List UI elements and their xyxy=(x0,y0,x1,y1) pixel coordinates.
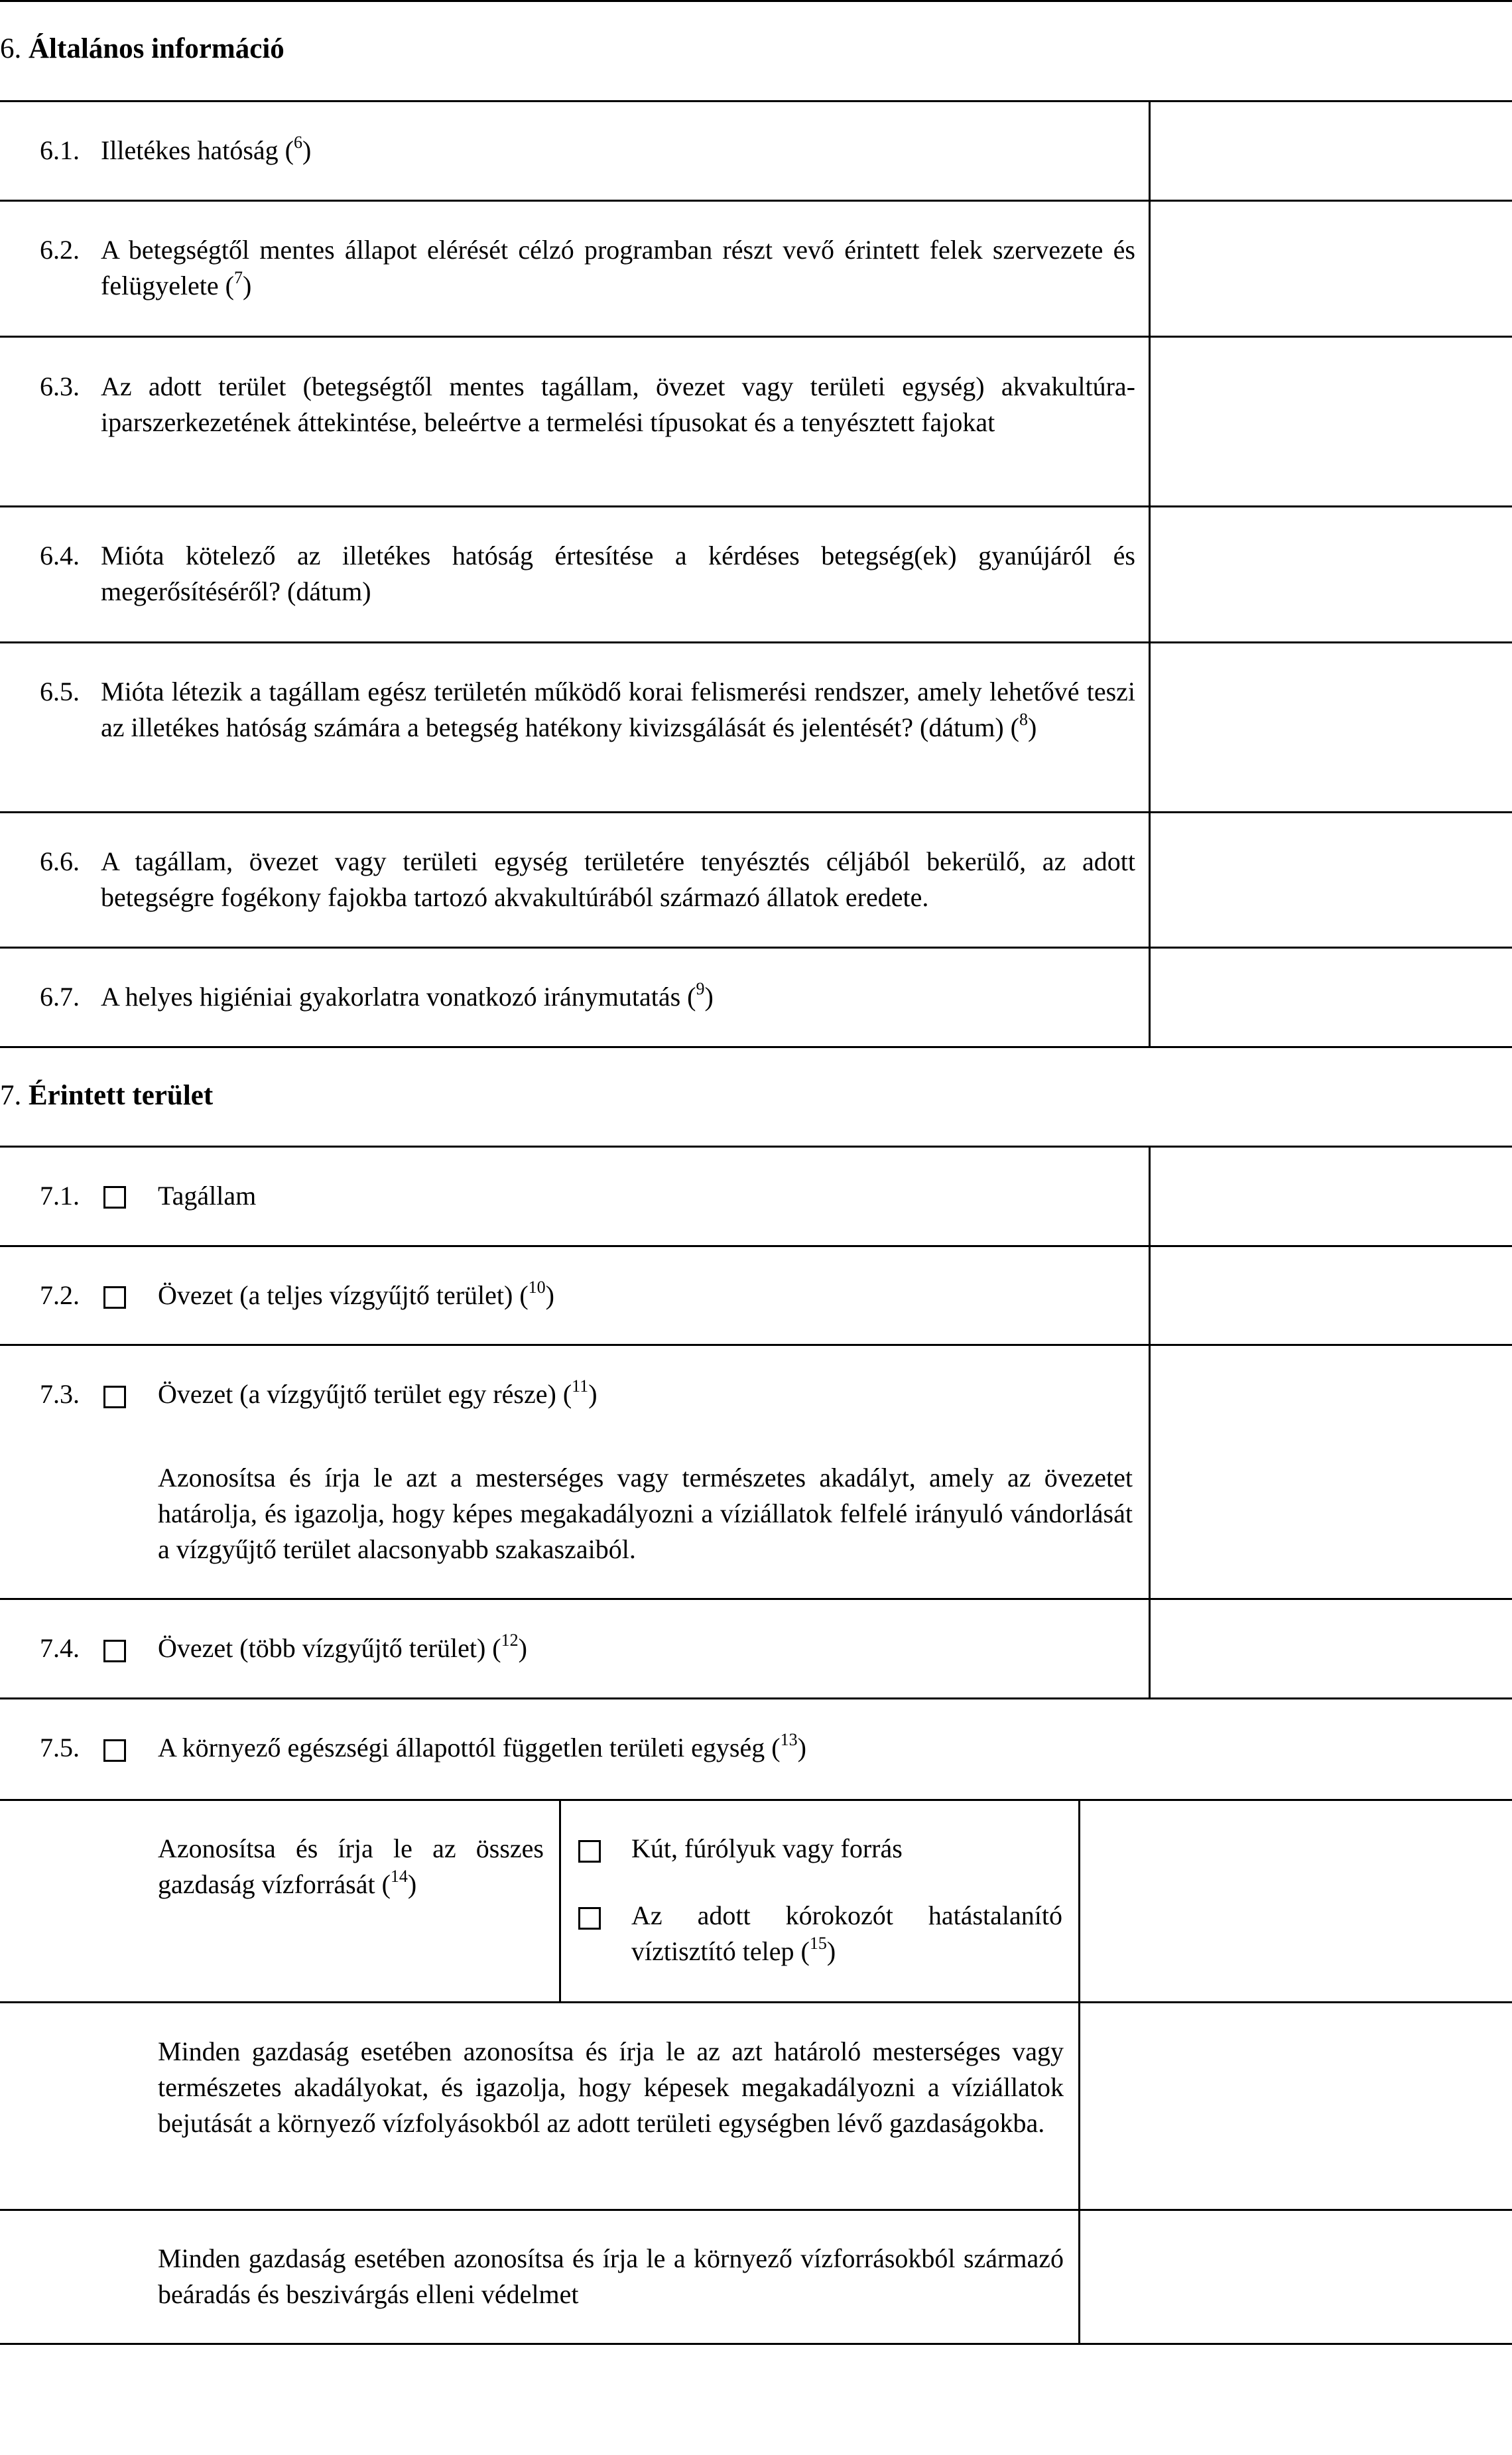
item-7-3-text: Övezet (a vízgyűjtő terület egy része) ($^{11}$) xyxy=(158,1376,598,1409)
section-number: 7. xyxy=(0,1080,22,1111)
section-number: 6. xyxy=(0,33,22,64)
rule xyxy=(0,336,1512,338)
item-6-2-text: A betegségtől mentes állapot elérését célzó programban részt vevő érintett felek szervezete és felügyelete ($^7$) xyxy=(101,235,1135,300)
section-title: Általános információ xyxy=(29,33,284,64)
item-6-6-text: A tagállam, övezet vagy területi egység területére tenyésztés céljából bekerülő, az adott betegségre fogékony fajokba tartozó akvakultúrából származó állatok eredete. xyxy=(101,846,1135,912)
barriers-text: Minden gazdaság esetében azonosítsa és írja le az azt határoló mesterséges vagy természetes akadályokat, és igazolja, hogy képesek megakadályozni a víziállatok bejutását a környező vízfolyásokból az adott területi egységben lévő gazdaságokba. xyxy=(158,2036,1064,2138)
checkbox-treatment-plant[interactable] xyxy=(578,1907,601,1930)
rule xyxy=(0,2209,1512,2211)
item-number: 6.7. xyxy=(40,982,80,1012)
answer-cell-7-1[interactable] xyxy=(1151,1148,1512,1244)
answer-cell-protection[interactable] xyxy=(1081,2212,1512,2342)
rule xyxy=(0,200,1512,202)
water-source-label: Azonosítsa és írja le az összes gazdaság vízforrását ($^{14}$) xyxy=(158,1833,544,1899)
item-7-1-text: Tagállam xyxy=(158,1181,257,1211)
item-number: 6.4. xyxy=(40,541,80,570)
answer-cell-7-3[interactable] xyxy=(1151,1347,1512,1597)
rule xyxy=(0,2001,1512,2003)
rule xyxy=(0,505,1512,507)
answer-cell-6-3[interactable] xyxy=(1151,338,1512,505)
item-number: 6.3. xyxy=(40,371,80,401)
rule xyxy=(0,1245,1512,1247)
item-7-3-detail: Azonosítsa és írja le azt a mesterséges vagy természetes akadályt, amely az övezetet határolja, és igazolja, hogy képes megakadályozni a víziállatok felfelé irányuló vándorlását a vízgyűjtő terület alacsonyabb szakaszaiból. xyxy=(158,1463,1133,1564)
option-well-text: Kút, fúrólyuk vagy forrás xyxy=(631,1833,903,1863)
answer-cell-6-6[interactable] xyxy=(1151,814,1512,946)
answer-cell-6-4[interactable] xyxy=(1151,508,1512,641)
item-6-4-text: Mióta kötelező az illetékes hatóság értesítése a kérdéses betegség(ek) gyanújáról és megerősítéséről? (dátum) xyxy=(101,541,1135,606)
answer-cell-barriers[interactable] xyxy=(1081,2004,1512,2208)
item-6-1-text: Illetékes hatóság ($^6$) xyxy=(101,132,312,165)
item-number: 7.5. xyxy=(40,1733,80,1762)
rule xyxy=(0,947,1512,949)
rule xyxy=(0,1344,1512,1346)
checkbox-7-5[interactable] xyxy=(103,1739,126,1762)
section-7-heading xyxy=(0,1078,213,1114)
rule xyxy=(0,100,1512,102)
item-number: 6.1. xyxy=(40,135,80,165)
item-7-2-text: Övezet (a teljes vízgyűjtő terület) ($^{10}$) xyxy=(158,1277,554,1310)
item-number: 6.6. xyxy=(40,846,80,876)
item-number: 7.4. xyxy=(40,1633,80,1663)
column-divider xyxy=(559,1799,561,2001)
item-7-5-text: A környező egészségi állapottól független területi egység ($^{13}$) xyxy=(158,1729,806,1762)
item-6-5-text: Mióta létezik a tagállam egész területén működő korai felismerési rendszer, amely lehetővé teszi az illetékes hatóság számára a betegség hatékony kivizsgálását és jelentését? (dátum) ($^8$) xyxy=(101,677,1135,742)
answer-cell-6-2[interactable] xyxy=(1151,202,1512,335)
answer-cell-7-4[interactable] xyxy=(1151,1601,1512,1697)
column-divider xyxy=(1149,100,1151,1046)
item-number: 6.2. xyxy=(40,235,80,265)
answer-cell-6-1[interactable] xyxy=(1151,103,1512,199)
rule xyxy=(0,811,1512,813)
rule xyxy=(0,0,1512,2)
protection-text: Minden gazdaság esetében azonosítsa és írja le a környező vízforrásokból származó beáradás és beszivárgás elleni védelmet xyxy=(158,2243,1064,2309)
item-number: 6.5. xyxy=(40,677,80,706)
item-number: 7.2. xyxy=(40,1280,80,1310)
answer-cell-water-source[interactable] xyxy=(1081,1802,1512,2001)
answer-cell-6-7[interactable] xyxy=(1151,949,1512,1045)
item-number: 7.3. xyxy=(40,1379,80,1409)
column-divider xyxy=(1078,1799,1080,2343)
option-treatment-plant-text: Az adott kórokozót hatástalanító víztisztító telep ($^{15}$) xyxy=(631,1900,1062,1966)
rule xyxy=(0,1697,1512,1699)
section-6-heading xyxy=(0,31,284,67)
rule xyxy=(0,1598,1512,1600)
item-6-3-text: Az adott terület (betegségtől mentes tagállam, övezet vagy területi egység) akvakultúra-iparszerkezetének áttekintése, beleértve a termelési típusokat és a tenyésztett fajokat xyxy=(101,371,1135,437)
checkbox-well[interactable] xyxy=(578,1840,601,1863)
rule xyxy=(0,1799,1512,1801)
answer-cell-6-5[interactable] xyxy=(1151,644,1512,811)
checkbox-7-4[interactable] xyxy=(103,1640,126,1662)
checkbox-7-3[interactable] xyxy=(103,1386,126,1408)
answer-cell-7-2[interactable] xyxy=(1151,1248,1512,1343)
rule xyxy=(0,1046,1512,1048)
rule xyxy=(0,2343,1512,2345)
rule xyxy=(0,641,1512,643)
item-6-7-text: A helyes higiéniai gyakorlatra vonatkozó iránymutatás ($^9$) xyxy=(101,978,714,1012)
column-divider xyxy=(1149,1146,1151,1697)
section-title: Érintett terület xyxy=(29,1080,214,1111)
checkbox-7-1[interactable] xyxy=(103,1186,126,1209)
checkbox-7-2[interactable] xyxy=(103,1286,126,1309)
item-number: 7.1. xyxy=(40,1181,80,1211)
rule xyxy=(0,1146,1512,1148)
item-7-4-text: Övezet (több vízgyűjtő terület) ($^{12}$) xyxy=(158,1630,527,1663)
